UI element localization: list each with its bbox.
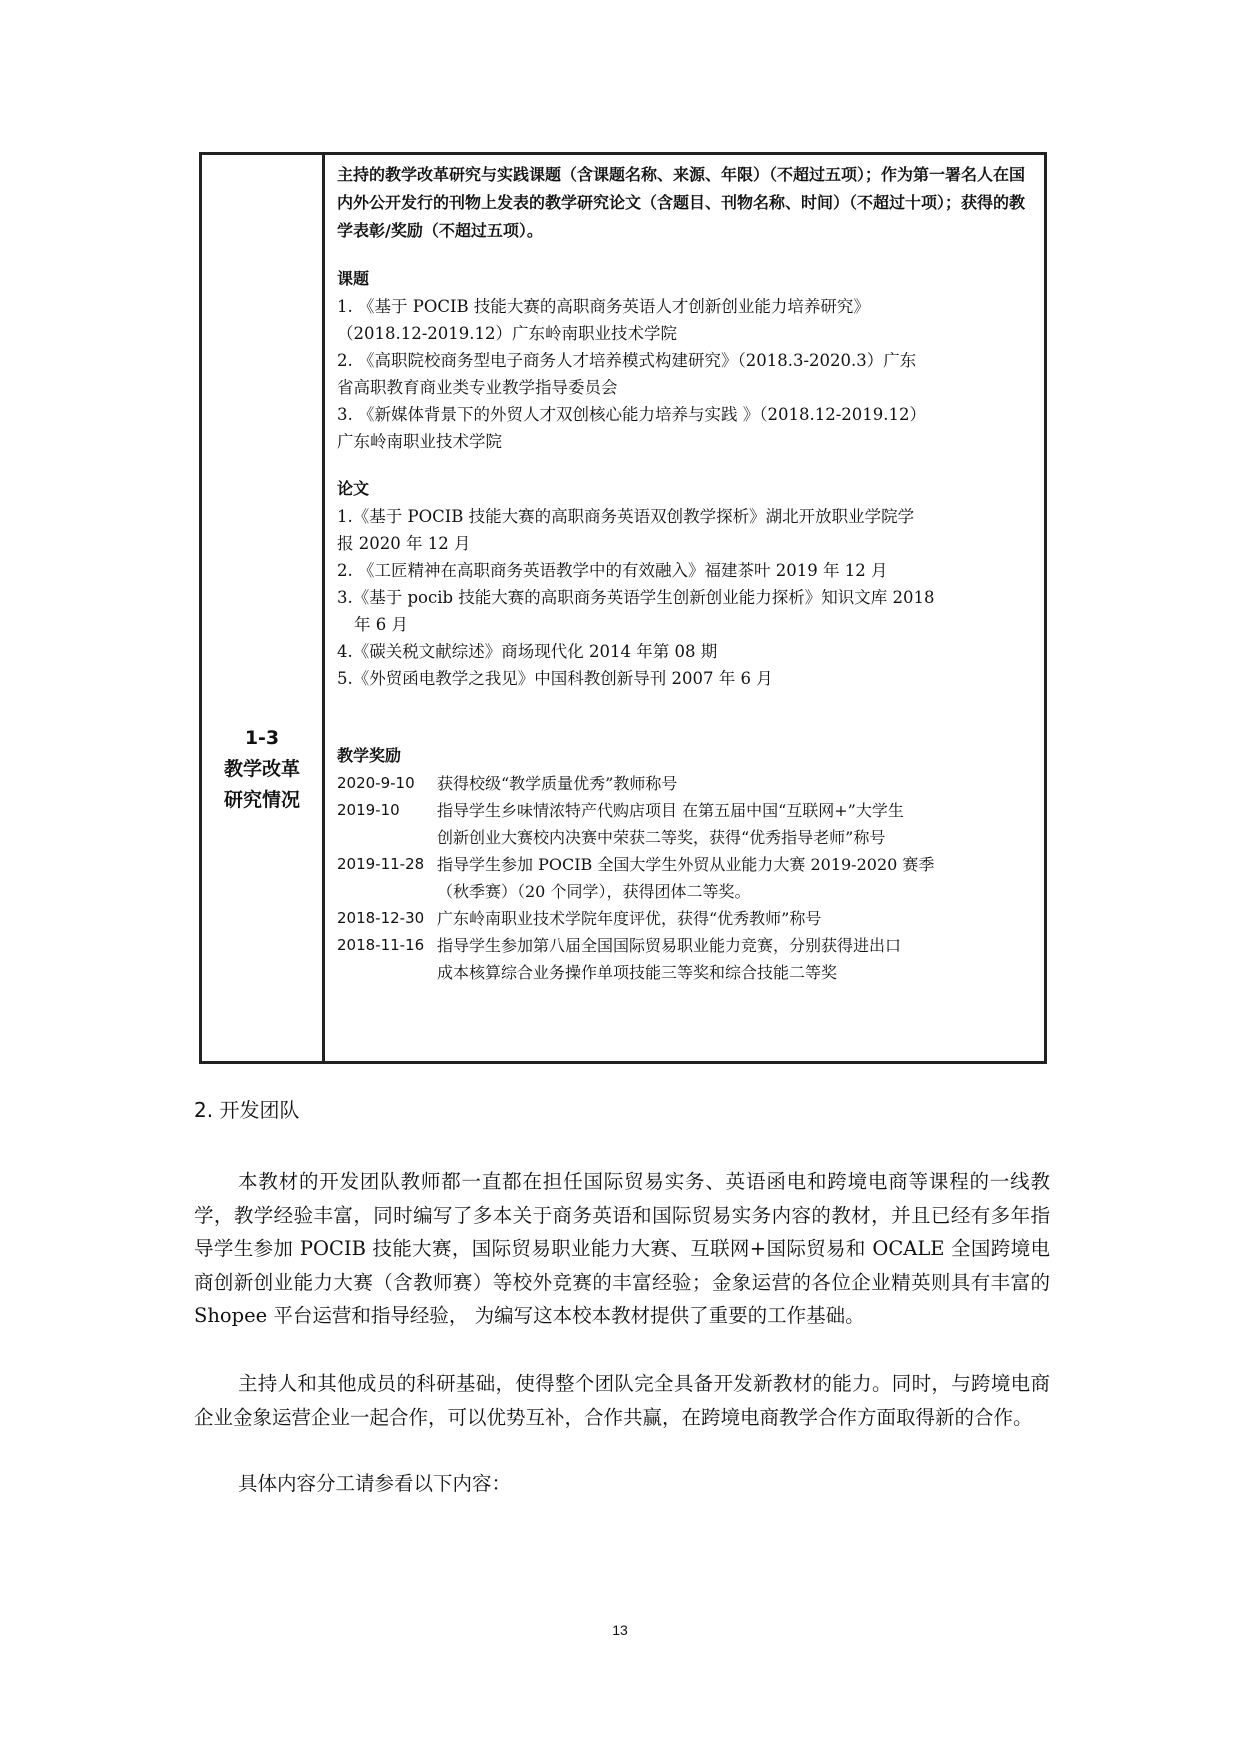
list-item: [337, 401, 1034, 455]
project-1-line-1: 1. 《基于 POCIB 技能大赛的高职商务英语人才创新创业能力培养研究》: [337, 297, 870, 316]
paper-1-line-1: 1.《基于 POCIB 技能大赛的高职商务英语双创教学探析》湖北开放职业学院学: [337, 507, 915, 526]
award-3-line-1: 指导学生参加 POCIB 全国大学生外贸从业能力大赛 2019-2020 赛季: [437, 855, 935, 874]
paper-3-line-2: 年 6 月: [354, 615, 408, 634]
award-5-text: [437, 932, 1034, 986]
awards-list: [337, 770, 1034, 986]
list-item: [337, 293, 1034, 347]
project-3-line-1: 3. 《新媒体背景下的外贸人才双创核心能力培养与实践 》（2018.12-2019.12）: [337, 405, 927, 424]
list-item: [337, 347, 1034, 401]
category-code: 1-3: [244, 727, 280, 749]
project-1-line-2: （2018.12-2019.12）广东岭南职业技术学院: [337, 324, 678, 343]
award-4-line-1: 广东岭南职业技术学院年度评优，获得“优秀教师”称号: [437, 909, 822, 928]
papers-list: [337, 503, 1034, 692]
project-3-line-2: 广东岭南职业技术学院: [337, 432, 502, 451]
projects-title: 课题: [337, 269, 370, 288]
table-heading: 主持的教学改革研究与实践课题（含课题名称、来源、年限）（不超过五项）；作为第一署名人在国内外公开发行的刊物上发表的教学研究论文（含题目、刊物名称、时间）（不超过十项）；获得的教学表彰/奖励（不超过五项）。: [337, 165, 1026, 240]
award-3-text: [437, 851, 1034, 905]
list-item: [337, 584, 1034, 638]
list-item: [337, 797, 1034, 851]
award-2-line-1: 指导学生乡味情浓特产代购店项目 在第五届中国“互联网+”大学生: [437, 801, 904, 820]
award-5-line-2: 成本核算综合业务操作单项技能三等奖和综合技能二等奖: [437, 963, 838, 982]
project-2-line-2: 省高职教育商业类专业教学指导委员会: [337, 378, 618, 397]
award-3-date: 2019-11-28: [337, 855, 425, 873]
papers-title: 论文: [337, 479, 370, 498]
paper-3-line-1: 3.《基于 pocib 技能大赛的高职商务英语学生创新创业能力探析》知识文库 2018: [337, 588, 935, 607]
awards-title: 教学奖励: [337, 746, 402, 765]
award-4-date: 2018-12-30: [337, 909, 425, 927]
table-category-label: [202, 723, 322, 816]
category-line-1: 教学改革: [223, 758, 300, 780]
project-2-line-1: 2. 《高职院校商务型电子商务人才培养模式构建研究》（2018.3-2020.3）广东: [337, 351, 917, 370]
paper-5-line-1: 5.《外贸函电教学之我见》中国科教创新导刊 2007 年 6 月: [337, 669, 773, 688]
category-line-2: 研究情况: [223, 789, 300, 811]
paragraph-research-foundation: 主持人和其他成员的科研基础，使得整个团队完全具备开发新教材的能力。同时，与跨境电商企业金象运营企业一起合作，可以优势互补，合作共赢，在跨境电商教学合作方面取得新的合作。: [194, 1372, 1050, 1429]
list-item: [337, 932, 1034, 986]
award-2-line-2: 创新创业大赛校内决赛中荣获二等奖，获得“优秀指导老师”称号: [437, 828, 886, 847]
teaching-reform-table: [199, 152, 1047, 1064]
list-item: [337, 503, 1034, 557]
award-3-line-2: （秋季赛）（20 个同学），获得团体二等奖。: [437, 882, 751, 901]
award-5-date: 2018-11-16: [337, 936, 425, 954]
award-2-text: [437, 797, 1034, 851]
award-4-text: [437, 905, 1034, 932]
list-item: [337, 851, 1034, 905]
paragraph-division-note: 具体内容分工请参看以下内容：: [238, 1472, 512, 1495]
paper-4-line-1: 4.《碳关税文献综述》商场现代化 2014 年第 08 期: [337, 642, 718, 661]
section-title: 2. 开发团队: [194, 1098, 300, 1122]
list-item: [337, 770, 1034, 797]
list-item: [337, 665, 1034, 692]
page-number: 13: [612, 1622, 628, 1638]
award-1-line-1: 获得校级“教学质量优秀”教师称号: [437, 774, 678, 793]
projects-list: [337, 293, 1034, 455]
list-item: [337, 638, 1034, 665]
award-1-date: 2020-9-10: [337, 774, 415, 792]
paper-1-line-2: 报 2020 年 12 月: [337, 534, 471, 553]
list-item: [337, 557, 1034, 584]
award-2-date: 2019-10: [337, 801, 400, 819]
paper-2-line-1: 2. 《工匠精神在高职商务英语教学中的有效融入》福建茶叶 2019 年 12 月: [337, 561, 888, 580]
paragraph-team-experience: 本教材的开发团队教师都一直都在担任国际贸易实务、英语函电和跨境电商等课程的一线教学，教学经验丰富，同时编写了多本关于商务英语和国际贸易实务内容的教材，并且已经有多年指导学生参加 POCIB 技能大赛，国际贸易职业能力大赛、互联网+国际贸易和 OCALE 全国跨境电商创新创业能力大赛（含教师赛）等校外竞赛的丰富经验；金象运营的各位企业精英则具有丰富的 Shopee 平台运营和指导经验， 为编写这本校本教材提供了重要的工作基础。: [194, 1170, 1050, 1327]
table-category-cell: [202, 155, 325, 1061]
award-5-line-1: 指导学生参加第八届全国国际贸易职业能力竞赛，分别获得进出口: [437, 936, 902, 955]
award-1-text: [437, 770, 1034, 797]
table-content-cell: [325, 155, 1044, 1061]
list-item: [337, 905, 1034, 932]
